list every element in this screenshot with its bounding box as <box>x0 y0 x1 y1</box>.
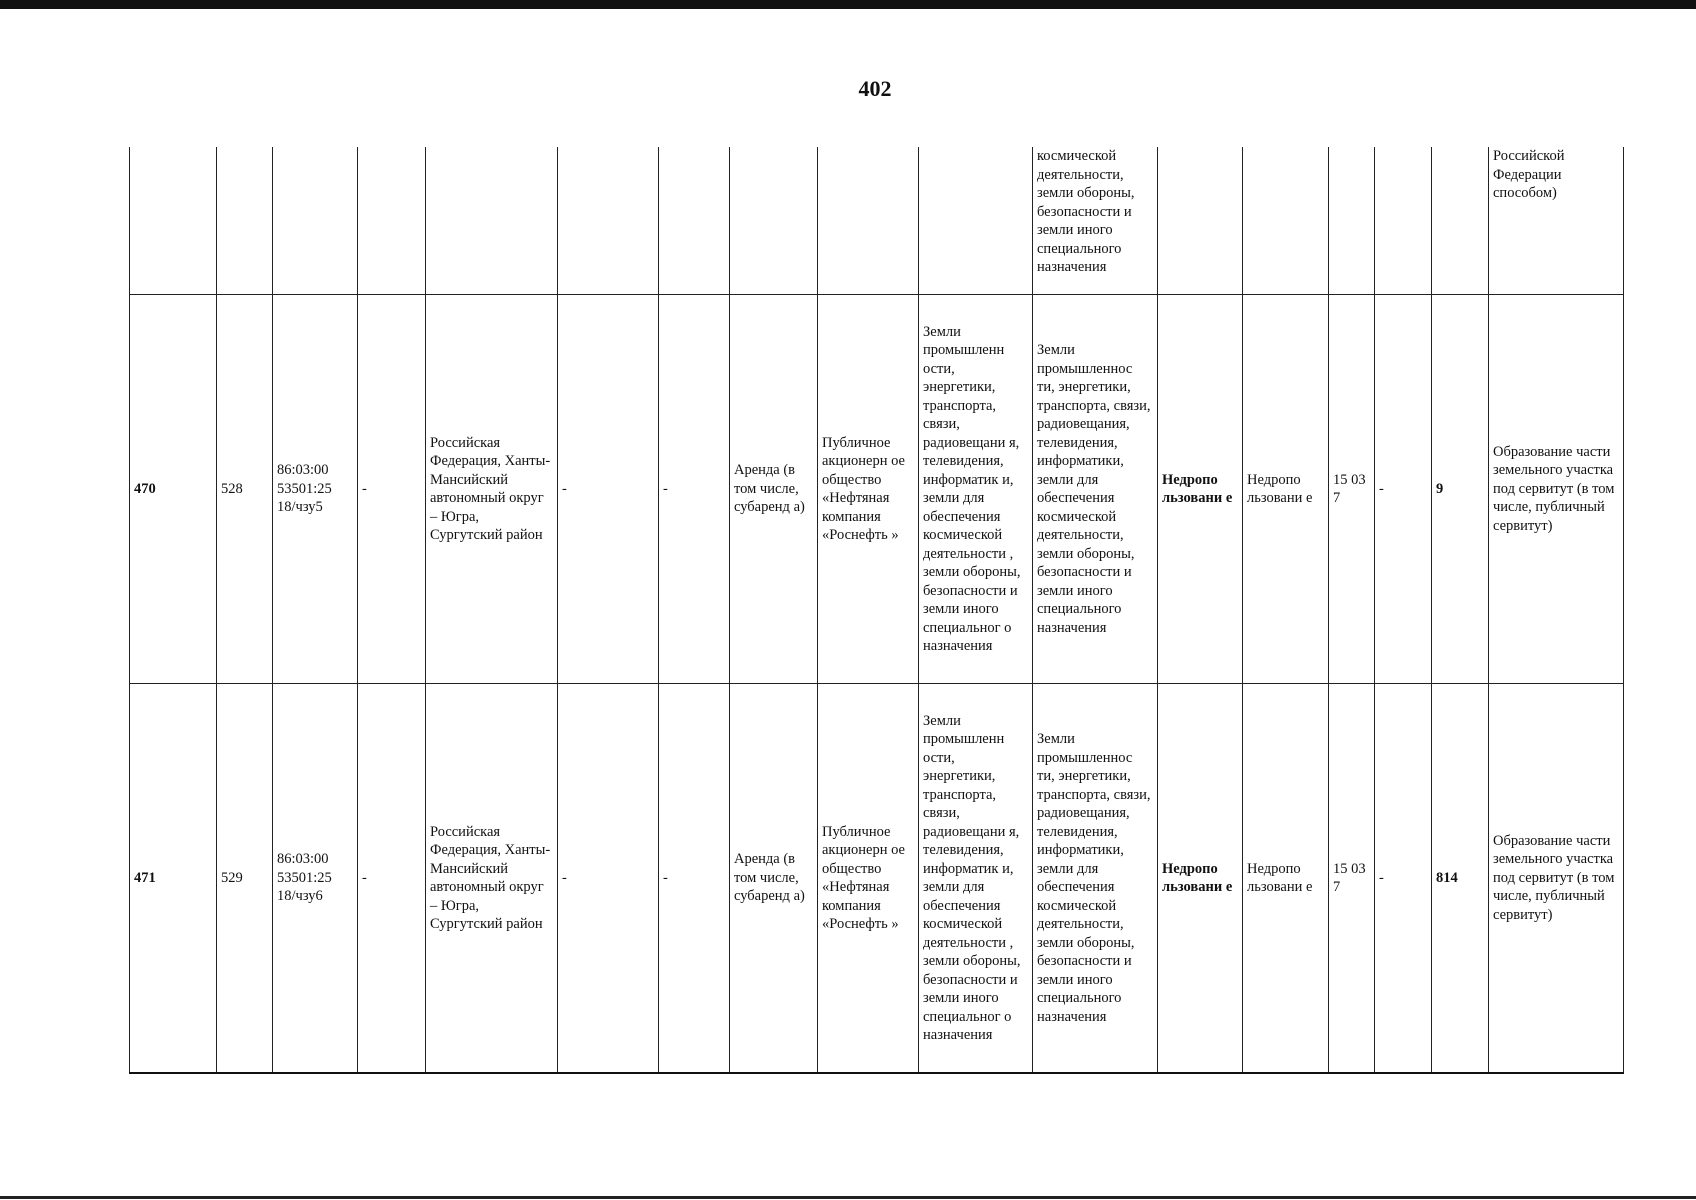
cell <box>659 147 730 295</box>
record-id: 529 <box>217 684 273 1074</box>
basis-cell: Образование части земельного участка под сервитут (в том числе, публичный сервитут) <box>1489 684 1624 1074</box>
cell <box>217 147 273 295</box>
record-id: 528 <box>217 295 273 684</box>
page-number: 402 <box>858 76 892 101</box>
permitted-use-cell-2: Недропо льзовани е <box>1243 684 1329 1074</box>
dash-cell: - <box>558 295 659 684</box>
holder-cell: Публичное акционерн ое общество «Нефтяная компания «Роснефть » <box>818 295 919 684</box>
bottom-border-rule <box>0 1196 1696 1199</box>
cell <box>919 147 1033 295</box>
land-category-cell-2: Земли промышленнос ти, энергетики, транспорта, связи, радиовещания, телевидения, информатики, земли для обеспечения космической деятельности, земли обороны, безопасности и земли иного специального назначения <box>1033 684 1158 1074</box>
cell <box>273 147 358 295</box>
permitted-use-cell: Недропо льзовани е <box>1158 684 1243 1074</box>
cell <box>426 147 558 295</box>
cell <box>1158 147 1243 295</box>
location-cell: Российская Федерация, Ханты-Мансийский автономный округ – Югра, Сургутский район <box>426 684 558 1074</box>
table-row <box>130 684 1624 1074</box>
area-cell: 15 03 7 <box>1329 684 1375 1074</box>
row-number: 471 <box>130 684 217 1074</box>
continuation-basis-cell <box>1489 147 1624 295</box>
cadastral-number: 86:03:00 53501:25 18/чзу5 <box>273 295 358 684</box>
dash-cell: - <box>358 684 426 1074</box>
cell <box>1375 147 1432 295</box>
location-cell: Российская Федерация, Ханты-Мансийский автономный округ – Югра, Сургутский район <box>426 295 558 684</box>
top-border-rule <box>0 0 1696 9</box>
cell <box>818 147 919 295</box>
dash-cell: - <box>1375 295 1432 684</box>
holder-cell: Публичное акционерн ое общество «Нефтяная компания «Роснефть » <box>818 684 919 1074</box>
permitted-use-cell-2: Недропо льзовани е <box>1243 295 1329 684</box>
permitted-use-cell: Недропо льзовани е <box>1158 295 1243 684</box>
continuation-zone-text: космической деятельности, земли обороны, безопасности и земли иного специального назначения <box>1037 148 1135 275</box>
right-type-cell: Аренда (в том числе, субаренд а) <box>730 684 818 1074</box>
cell <box>558 147 659 295</box>
table-row <box>130 295 1624 684</box>
dash-cell: - <box>659 684 730 1074</box>
land-category-cell: Земли промышленн ости, энергетики, транспорта, связи, радиовещани я, телевидения, информатик и, земли для обеспечения космической деятельности , земли обороны, безопасности и земли иного специальног о назначения <box>919 295 1033 684</box>
value-cell: 9 <box>1432 295 1489 684</box>
land-category-cell-2: Земли промышленнос ти, энергетики, транспорта, связи, радиовещания, телевидения, информатики, земли для обеспечения космической деятельности, земли обороны, безопасности и земли иного специального назначения <box>1033 295 1158 684</box>
dash-cell: - <box>358 295 426 684</box>
continuation-zone-cell <box>1033 147 1158 295</box>
continuation-row <box>130 147 1624 295</box>
cell <box>358 147 426 295</box>
land-category-cell: Земли промышленн ости, энергетики, транспорта, связи, радиовещани я, телевидения, информатик и, земли для обеспечения космической деятельности , земли обороны, безопасности и земли иного специальног о назначения <box>919 684 1033 1074</box>
dash-cell: - <box>558 684 659 1074</box>
area-cell: 15 03 7 <box>1329 295 1375 684</box>
cell <box>730 147 818 295</box>
cadastral-number: 86:03:00 53501:25 18/чзу6 <box>273 684 358 1074</box>
cell <box>1432 147 1489 295</box>
land-register-table <box>129 147 1624 1074</box>
dash-cell: - <box>1375 684 1432 1074</box>
right-type-cell: Аренда (в том числе, субаренд а) <box>730 295 818 684</box>
dash-cell: - <box>659 295 730 684</box>
cell <box>1243 147 1329 295</box>
continuation-basis-text: Российской Федерации способом) <box>1493 148 1565 201</box>
cell <box>130 147 217 295</box>
row-number: 470 <box>130 295 217 684</box>
basis-cell: Образование части земельного участка под сервитут (в том числе, публичный сервитут) <box>1489 295 1624 684</box>
value-cell: 814 <box>1432 684 1489 1074</box>
cell <box>1329 147 1375 295</box>
